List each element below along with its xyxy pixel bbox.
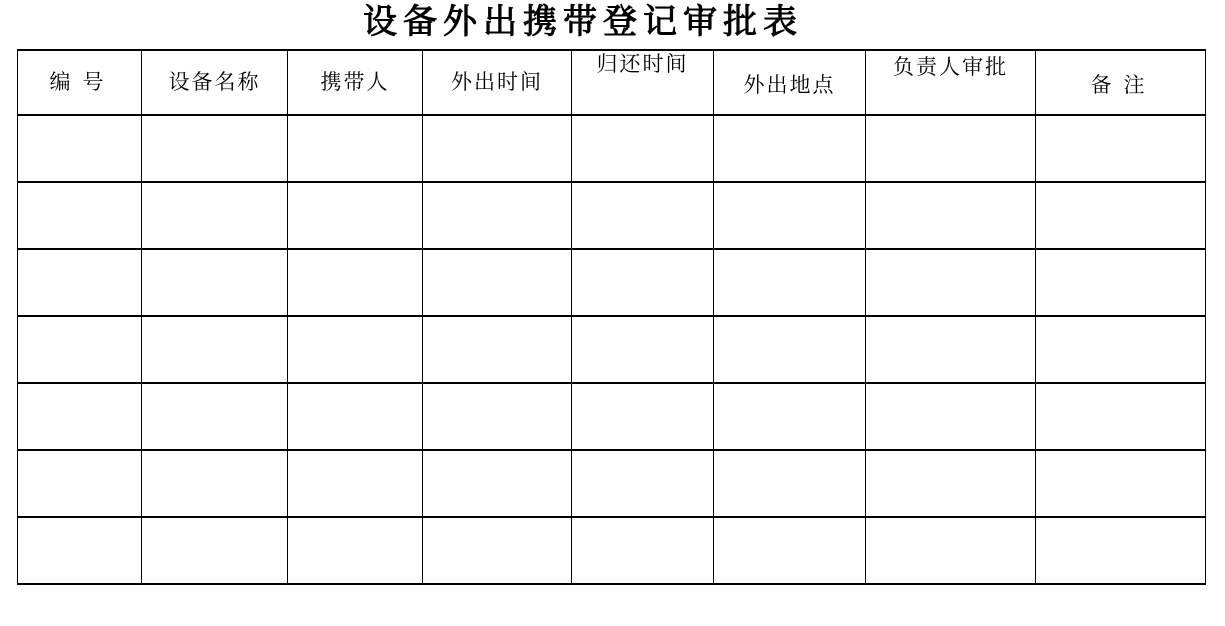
table-cell[interactable] (288, 249, 423, 316)
table-cell[interactable] (423, 182, 572, 249)
table-cell[interactable] (572, 383, 714, 450)
table-cell[interactable] (714, 450, 866, 517)
table-cell[interactable] (714, 383, 866, 450)
table-cell[interactable] (142, 383, 288, 450)
table-cell[interactable] (18, 316, 142, 383)
table-cell[interactable] (142, 450, 288, 517)
table-cell[interactable] (572, 115, 714, 182)
page-title: 设备外出携带登记审批表 (363, 4, 803, 41)
header-row (18, 50, 1206, 115)
table-cell[interactable] (1036, 249, 1206, 316)
table-cell[interactable] (423, 383, 572, 450)
table-cell[interactable] (288, 517, 423, 584)
table-row (18, 249, 1206, 316)
table-cell[interactable] (866, 517, 1036, 584)
table-row (18, 316, 1206, 383)
table-row (18, 115, 1206, 182)
header-carrier: 携带人 (288, 50, 423, 115)
table-cell[interactable] (866, 316, 1036, 383)
table-cell[interactable] (423, 316, 572, 383)
table-cell[interactable] (18, 115, 142, 182)
table-cell[interactable] (18, 383, 142, 450)
table-cell[interactable] (142, 182, 288, 249)
table-cell[interactable] (423, 249, 572, 316)
table-row (18, 383, 1206, 450)
table-cell[interactable] (18, 517, 142, 584)
table-row (18, 517, 1206, 584)
table-cell[interactable] (1036, 383, 1206, 450)
table-cell[interactable] (866, 450, 1036, 517)
table-cell[interactable] (1036, 115, 1206, 182)
table-cell[interactable] (572, 182, 714, 249)
table-cell[interactable] (866, 249, 1036, 316)
header-out-location: 外出地点 (714, 50, 866, 115)
table-cell[interactable] (288, 182, 423, 249)
table-cell[interactable] (866, 383, 1036, 450)
table-cell[interactable] (423, 450, 572, 517)
table-cell[interactable] (288, 383, 423, 450)
header-device-name: 设备名称 (142, 50, 288, 115)
table-cell[interactable] (1036, 316, 1206, 383)
table-cell[interactable] (288, 115, 423, 182)
table-cell[interactable] (572, 517, 714, 584)
table-cell[interactable] (1036, 182, 1206, 249)
table-cell[interactable] (714, 182, 866, 249)
table-cell[interactable] (572, 450, 714, 517)
table-cell[interactable] (1036, 517, 1206, 584)
table-cell[interactable] (288, 450, 423, 517)
table-cell[interactable] (714, 517, 866, 584)
table-cell[interactable] (866, 115, 1036, 182)
table-cell[interactable] (423, 115, 572, 182)
table-cell[interactable] (714, 115, 866, 182)
table-cell[interactable] (142, 517, 288, 584)
table-body (18, 115, 1206, 584)
header-out-time: 外出时间 (423, 50, 572, 115)
table-cell[interactable] (866, 182, 1036, 249)
table-cell[interactable] (714, 249, 866, 316)
table-row (18, 450, 1206, 517)
header-remarks: 备注 (1036, 50, 1206, 115)
header-number: 编号 (18, 50, 142, 115)
header-approver: 负责人审批 (866, 50, 1036, 115)
table-cell[interactable] (142, 249, 288, 316)
table-cell[interactable] (1036, 450, 1206, 517)
table-cell[interactable] (288, 316, 423, 383)
table-cell[interactable] (142, 115, 288, 182)
table-cell[interactable] (18, 249, 142, 316)
table-cell[interactable] (142, 316, 288, 383)
table-cell[interactable] (572, 249, 714, 316)
table-cell[interactable] (572, 316, 714, 383)
table-cell[interactable] (714, 316, 866, 383)
table-cell[interactable] (423, 517, 572, 584)
table-row (18, 182, 1206, 249)
header-return-time: 归还时间 (572, 50, 714, 115)
registration-table (17, 49, 1206, 585)
table-cell[interactable] (18, 182, 142, 249)
table-cell[interactable] (18, 450, 142, 517)
table-header (18, 50, 1206, 115)
